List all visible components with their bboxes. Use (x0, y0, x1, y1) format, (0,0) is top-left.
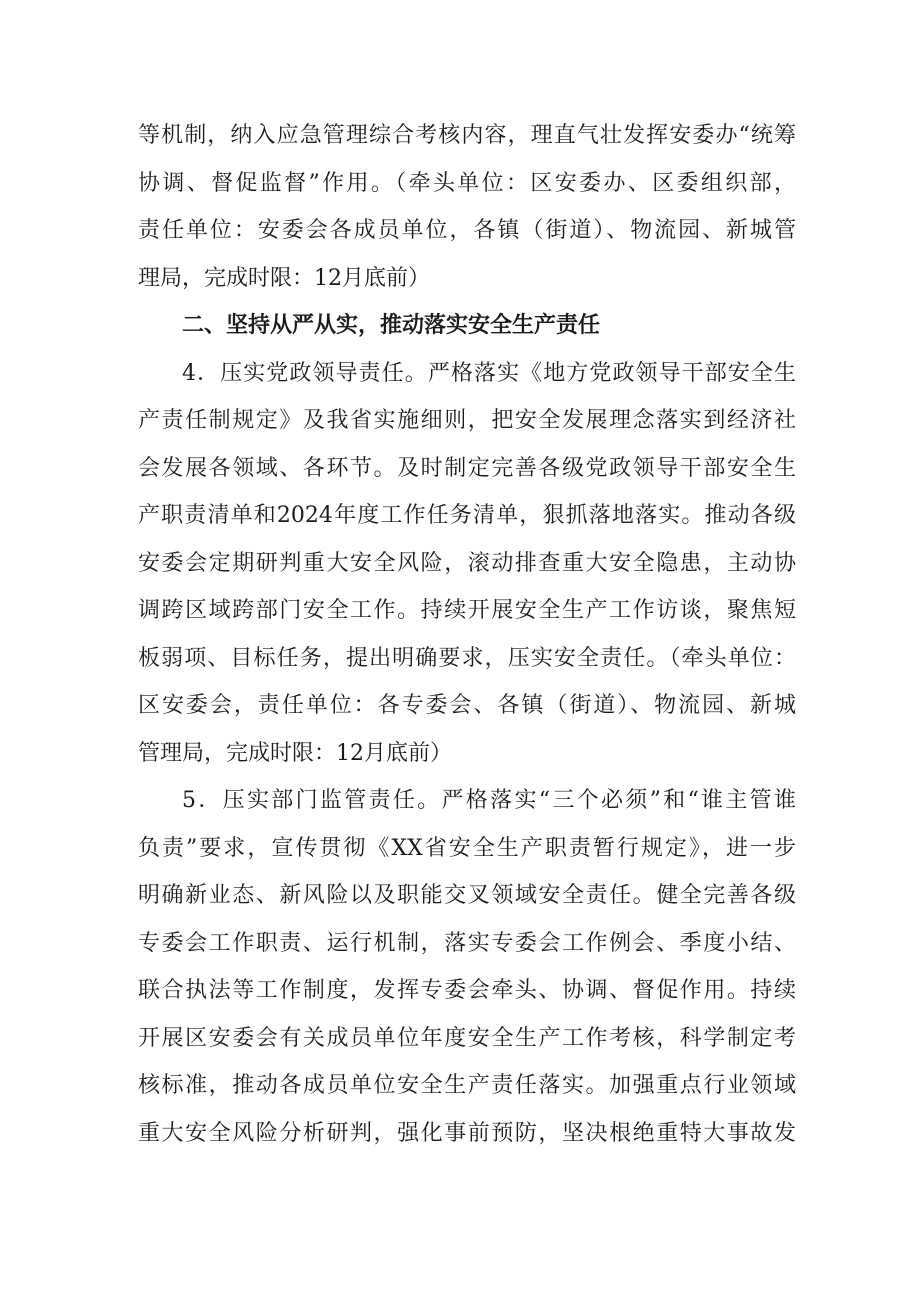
body-line: 明确新业态、新风险以及职能交叉领域安全责任。健全完善各级 (138, 883, 796, 908)
body-line: 调跨区域跨部门安全工作。持续开展安全生产工作访谈，聚焦短 (138, 598, 796, 623)
body-line: 核标准，推动各成员单位安全生产责任落实。加强重点行业领域 (138, 1073, 796, 1098)
body-line: 产职责清单和2024年度工作任务清单，狠抓落地落实。推动各级 (138, 503, 796, 528)
body-line: 等机制，纳入应急管理综合考核内容，理直气壮发挥安委办“统筹 (138, 123, 796, 148)
body-line: 联合执法等工作制度，发挥专委会牵头、协调、督促作用。持续 (138, 978, 796, 1003)
body-line: 负责”要求，宣传贯彻《XX省安全生产职责暂行规定》，进一步 (138, 835, 796, 861)
paragraph-first-line: 4．压实党政领导责任。严格落实《地方党政领导干部安全生 (182, 360, 796, 386)
body-line: 专委会工作职责、运行机制，落实专委会工作例会、季度小结、 (138, 930, 796, 956)
body-line: 重大安全风险分析研判，强化事前预防，坚决根绝重特大事故发 (138, 1120, 796, 1146)
body-line: 会发展各领域、各环节。及时制定完善各级党政领导干部安全生 (138, 455, 796, 481)
body-line: 区安委会，责任单位：各专委会、各镇（街道）、物流园、新城 (138, 693, 796, 718)
document-page (138, 112, 796, 1157)
body-line: 开展区安委会有关成员单位年度安全生产工作考核，科学制定考 (138, 1025, 796, 1051)
body-line: 板弱项、目标任务，提出明确要求，压实安全责任。（牵头单位： (138, 645, 796, 671)
body-line: 产责任制规定》及我省实施细则，把安全发展理念落实到经济社 (138, 408, 796, 433)
body-line: 理局，完成时限：12月底前） (138, 265, 430, 291)
body-line: 协调、督促监督”作用。（牵头单位：区安委办、区委组织部， (138, 170, 796, 196)
body-line: 安委会定期研判重大安全风险，滚动排查重大安全隐患，主动协 (138, 550, 796, 576)
section-heading: 二、坚持从严从实，推动落实安全生产责任 (182, 313, 601, 338)
paragraph-first-line: 5．压实部门监管责任。严格落实“三个必须”和“谁主管谁 (182, 788, 796, 813)
body-line: 管理局，完成时限：12月底前） (138, 740, 452, 766)
body-line: 责任单位：安委会各成员单位，各镇（街道）、物流园、新城管 (138, 218, 796, 243)
